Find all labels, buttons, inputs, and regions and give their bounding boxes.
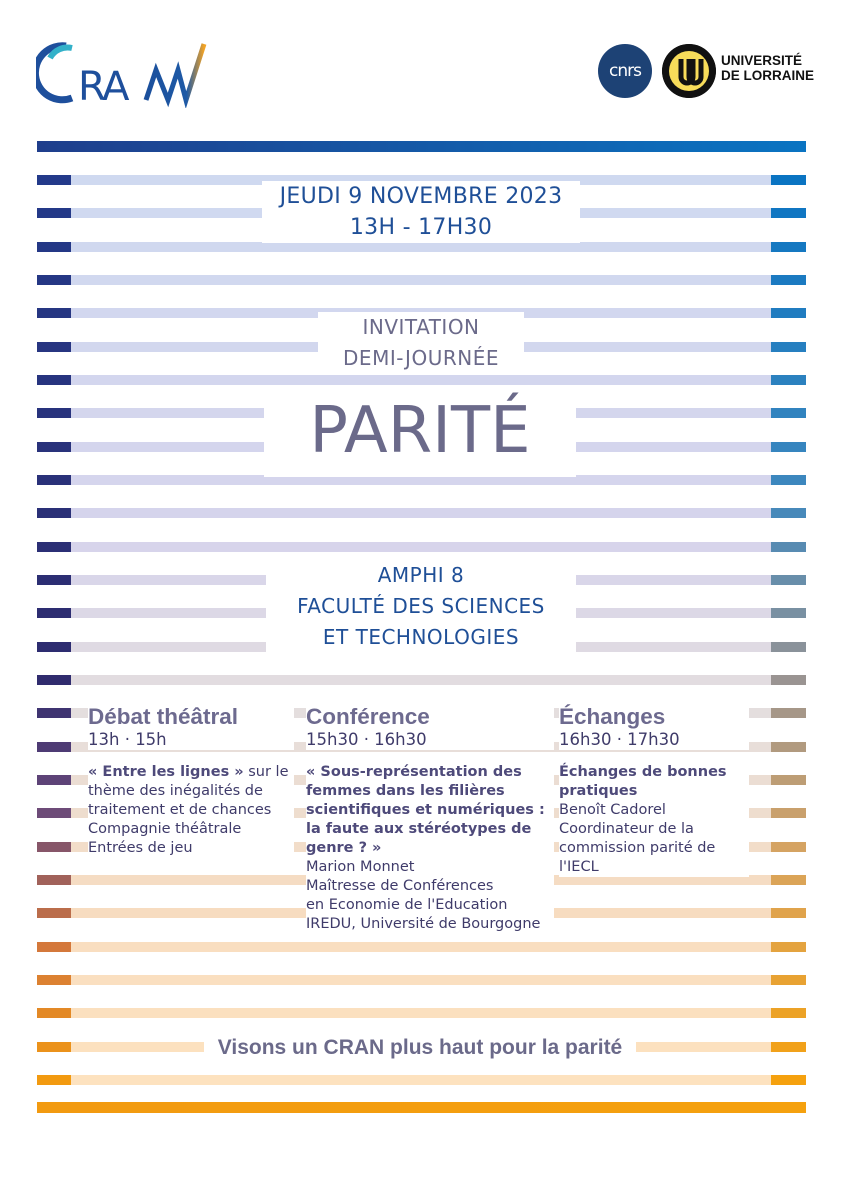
stripe-middle bbox=[71, 1075, 771, 1085]
stripe-right-cap bbox=[771, 508, 806, 518]
program-title: Conférence bbox=[306, 704, 554, 730]
stripe-right-cap bbox=[771, 742, 806, 752]
stripe-left-cap bbox=[37, 708, 71, 718]
program-line: scientifiques et numériques : bbox=[306, 802, 545, 818]
program-line: Maîtresse de Conférences bbox=[306, 878, 494, 894]
stripe-right-cap bbox=[771, 808, 806, 818]
event-time: 13H - 17H30 bbox=[349, 215, 493, 240]
stripe-left-cap bbox=[37, 242, 71, 252]
stripe-right-cap bbox=[771, 908, 806, 918]
stripe-right-cap bbox=[771, 308, 806, 318]
stripe-middle bbox=[71, 242, 771, 252]
stripe-right-cap bbox=[771, 208, 806, 218]
svg-text:RA: RA bbox=[78, 64, 128, 108]
stripe-right-cap bbox=[771, 708, 806, 718]
bottom-bar bbox=[37, 1102, 806, 1113]
program-body bbox=[559, 763, 749, 877]
program-line: Marion Monnet bbox=[306, 859, 415, 875]
stripe-left-cap bbox=[37, 408, 71, 418]
stripe-right-cap bbox=[771, 642, 806, 652]
stripe-left-cap bbox=[37, 475, 71, 485]
program-line: en Economie de l'Education bbox=[306, 897, 508, 913]
stripe-right-cap bbox=[771, 1008, 806, 1018]
stripe-left-cap bbox=[37, 942, 71, 952]
program-line: thème des inégalités de bbox=[88, 783, 263, 799]
stripe-left-cap bbox=[37, 175, 71, 185]
stripe-left-cap bbox=[37, 875, 71, 885]
stripe-middle bbox=[71, 508, 771, 518]
stripe-left-cap bbox=[37, 508, 71, 518]
location-line-3: ET TECHNOLOGIES bbox=[322, 625, 520, 649]
stripe-right-cap bbox=[771, 775, 806, 785]
location-block bbox=[266, 560, 576, 652]
stripe-left-cap bbox=[37, 808, 71, 818]
stripe-left-cap bbox=[37, 375, 71, 385]
program-line: IREDU, Université de Bourgogne bbox=[306, 916, 541, 932]
program-body bbox=[88, 763, 294, 858]
program-line: Entrées de jeu bbox=[88, 840, 193, 856]
program-line: Coordinateur de la bbox=[559, 821, 694, 837]
program-line: femmes dans les filières bbox=[306, 783, 505, 799]
program-line: Compagnie théâtrale bbox=[88, 821, 242, 837]
stripe-right-cap bbox=[771, 1042, 806, 1052]
program-time: 13h · 15h bbox=[88, 730, 294, 750]
stripe-middle bbox=[71, 975, 771, 985]
stripe-right-cap bbox=[771, 408, 806, 418]
stripe-left-cap bbox=[37, 542, 71, 552]
stripe-right-cap bbox=[771, 575, 806, 585]
program-time: 16h30 · 17h30 bbox=[559, 730, 749, 750]
stripe-middle bbox=[71, 1008, 771, 1018]
program-column-conference bbox=[306, 704, 554, 934]
stripe-right-cap bbox=[771, 675, 806, 685]
stripe-left-cap bbox=[37, 742, 71, 752]
location-line-2: FACULTÉ DES SCIENCES bbox=[297, 594, 545, 618]
stripe-right-cap bbox=[771, 375, 806, 385]
event-date: JEUDI 9 NOVEMBRE 2023 bbox=[279, 184, 563, 209]
stripe-left-cap bbox=[37, 975, 71, 985]
stripe-left-cap bbox=[37, 642, 71, 652]
top-bar bbox=[37, 141, 806, 152]
stripe-left-cap bbox=[37, 842, 71, 852]
program-title: Débat théâtral bbox=[88, 704, 294, 730]
stripe-left-cap bbox=[37, 1008, 71, 1018]
program-column-debat bbox=[88, 704, 294, 858]
date-block bbox=[262, 181, 580, 243]
stripe-left-cap bbox=[37, 275, 71, 285]
program-line: traitement et de chances bbox=[88, 802, 272, 818]
universite-lorraine-logo-icon bbox=[662, 44, 716, 98]
page-title: PARITÉ bbox=[264, 385, 576, 477]
invitation-label: INVITATION bbox=[362, 315, 480, 339]
stripe-left-cap bbox=[37, 308, 71, 318]
stripe-middle bbox=[71, 275, 771, 285]
stripe-left-cap bbox=[37, 775, 71, 785]
stripe-right-cap bbox=[771, 875, 806, 885]
stripe-right-cap bbox=[771, 975, 806, 985]
stripe-right-cap bbox=[771, 175, 806, 185]
stripe-middle bbox=[71, 542, 771, 552]
program-title: Échanges bbox=[559, 704, 749, 730]
slogan: Visons un CRAN plus haut pour la parité bbox=[204, 1032, 636, 1064]
stripe-left-cap bbox=[37, 1042, 71, 1052]
stripe-left-cap bbox=[37, 908, 71, 918]
stripe-right-cap bbox=[771, 608, 806, 618]
program-line: « Sous-représentation des bbox=[306, 764, 522, 780]
stripe-left-cap bbox=[37, 442, 71, 452]
stripe-left-cap bbox=[37, 342, 71, 352]
program-body bbox=[306, 763, 554, 934]
format-label: DEMI-JOURNÉE bbox=[343, 346, 499, 370]
cnrs-logo: cnrs bbox=[598, 44, 652, 98]
cran-logo bbox=[36, 38, 211, 108]
stripe-middle bbox=[71, 375, 771, 385]
program-line: genre ? » bbox=[306, 840, 382, 856]
program-line: pratiques bbox=[559, 783, 638, 799]
stripe-right-cap bbox=[771, 842, 806, 852]
stripe-right-cap bbox=[771, 475, 806, 485]
stripe-middle bbox=[71, 942, 771, 952]
stripe-left-cap bbox=[37, 608, 71, 618]
program-line: Benoît Cadorel bbox=[559, 802, 666, 818]
program-line: l'IECL bbox=[559, 859, 599, 875]
stripe-right-cap bbox=[771, 542, 806, 552]
program-column-echanges bbox=[559, 704, 749, 877]
stripe-right-cap bbox=[771, 342, 806, 352]
stripe-right-cap bbox=[771, 442, 806, 452]
stripe-right-cap bbox=[771, 275, 806, 285]
universite-lorraine-logo-text: UNIVERSITÉ DE LORRAINE bbox=[721, 53, 815, 83]
stripe-left-cap bbox=[37, 575, 71, 585]
location-line-1: AMPHI 8 bbox=[377, 563, 465, 587]
program-line: « Entre les lignes » sur le bbox=[88, 764, 289, 780]
stripe-left-cap bbox=[37, 675, 71, 685]
program-line: commission parité de bbox=[559, 840, 716, 856]
stripe-middle bbox=[71, 675, 771, 685]
stripe-right-cap bbox=[771, 942, 806, 952]
stripe-left-cap bbox=[37, 1075, 71, 1085]
stripe-right-cap bbox=[771, 1075, 806, 1085]
stripe-left-cap bbox=[37, 208, 71, 218]
stripe-right-cap bbox=[771, 242, 806, 252]
program-line: la faute aux stéréotypes de bbox=[306, 821, 532, 837]
invitation-block bbox=[318, 312, 524, 374]
program-time: 15h30 · 16h30 bbox=[306, 730, 554, 750]
program-line: Échanges de bonnes bbox=[559, 764, 727, 780]
